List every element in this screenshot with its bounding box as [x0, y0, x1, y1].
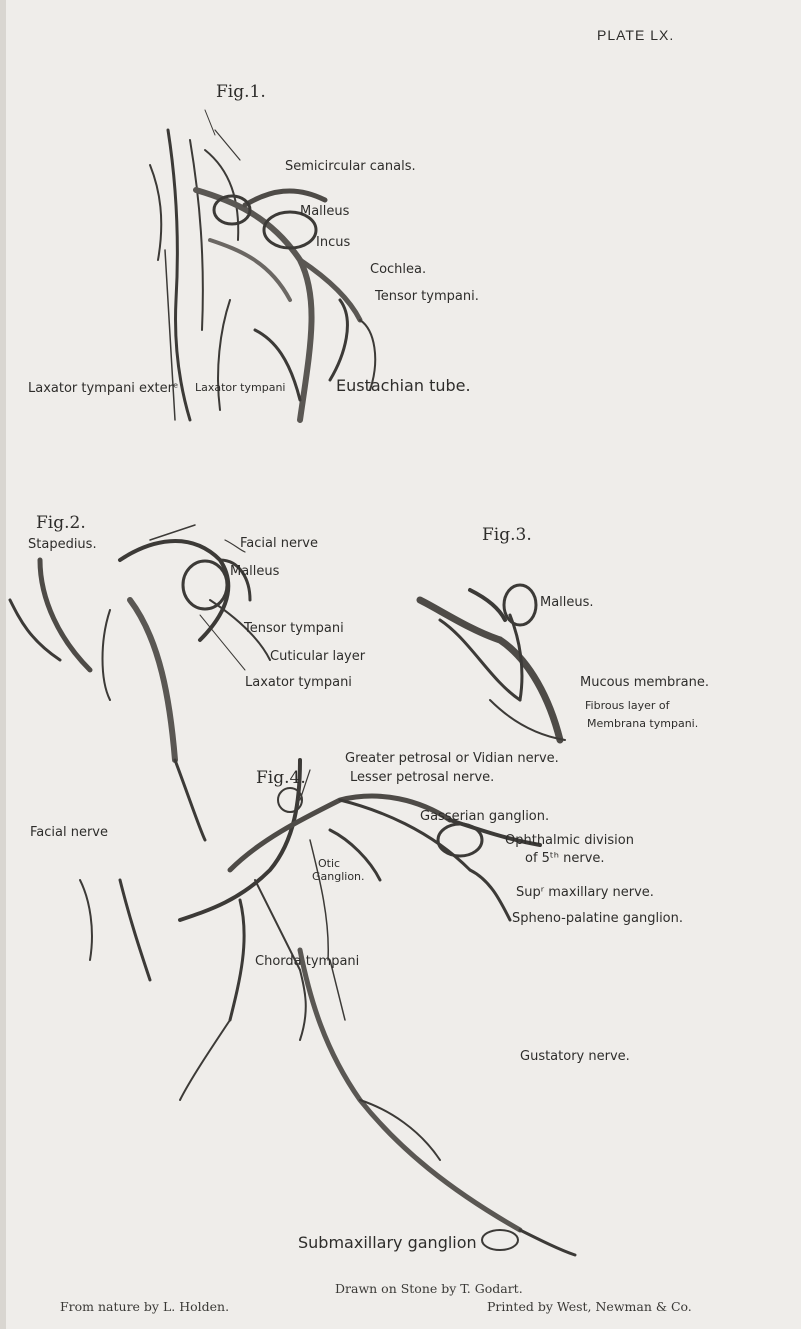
- credit-from-nature: From nature by L. Holden.: [60, 1299, 230, 1314]
- fig2-malleus-label: Malleus: [230, 564, 280, 579]
- fig3-malleus-label: Malleus.: [540, 595, 594, 610]
- fig4-spheno-palatine-ganglion-label: Spheno-palatine ganglion.: [512, 911, 683, 926]
- fig1-malleus-label: Malleus: [300, 204, 350, 219]
- fig1-tensor-tympani-label: Tensor tympani.: [375, 289, 479, 304]
- fig4-greater-petrosal-label: Greater petrosal or Vidian nerve.: [345, 751, 559, 766]
- fig1-label: Fig.1.: [216, 82, 266, 102]
- fig1-laxator-tympani-exter-label: Laxator tympani exterᵉ: [28, 381, 179, 396]
- fig1-eustachian-tube-label: Eustachian tube.: [336, 376, 471, 395]
- fig2-facial-nerve-label: Facial nerve: [240, 536, 318, 551]
- fig4-label: Fig.4.: [256, 768, 306, 788]
- fig4-drawing: [80, 760, 575, 1255]
- fig1-semicircular-canals-label: Semicircular canals.: [285, 159, 416, 174]
- fig4-facial-nerve-label: Facial nerve: [30, 825, 108, 840]
- fig1-incus-label: Incus: [316, 235, 351, 250]
- fig2-cuticular-layer-label: Cuticular layer: [270, 649, 366, 664]
- fig4-gasserian-ganglion-label: Gasserian ganglion.: [420, 809, 550, 824]
- credit-printed: Printed by West, Newman & Co.: [487, 1299, 692, 1314]
- fig4-chorda-tympani-label: Chorda tympani: [255, 954, 360, 969]
- fig2-laxator-tympani-label: Laxator tympani: [245, 675, 352, 690]
- fig1-cochlea-label: Cochlea.: [370, 262, 427, 277]
- fig4-otic-label: Otic: [318, 857, 341, 870]
- fig4-submaxillary-ganglion-label: Submaxillary ganglion: [298, 1233, 477, 1252]
- fig3-label: Fig.3.: [482, 525, 532, 545]
- fig3-mucous-membrane-label: Mucous membrane.: [580, 675, 709, 690]
- fig4-ophthalmic-division-label: Ophthalmic division: [505, 833, 634, 848]
- fig4-sup-maxillary-nerve-label: Supʳ maxillary nerve.: [516, 885, 654, 900]
- fig4-fifth-nerve-label: of 5ᵗʰ nerve.: [525, 851, 605, 866]
- fig3-fibrous-layer-label: Fibrous layer of: [585, 699, 670, 712]
- fig4-gustatory-nerve-label: Gustatory nerve.: [520, 1049, 630, 1064]
- fig3-membrana-tympani-label: Membrana tympani.: [587, 717, 699, 730]
- fig1-drawing: [150, 110, 375, 420]
- plate-title: PLATE LX.: [597, 27, 675, 43]
- fig2-stapedius-label: Stapedius.: [28, 537, 97, 552]
- fig1-laxator-tympani-label: Laxator tympani: [195, 381, 286, 394]
- fig4-otic-ganglion-label: Ganglion.: [312, 870, 365, 883]
- fig2-tensor-tympani-label: Tensor tympani: [244, 621, 344, 636]
- fig2-label: Fig.2.: [36, 513, 86, 533]
- fig4-lesser-petrosal-label: Lesser petrosal nerve.: [350, 770, 495, 785]
- credit-drawn: Drawn on Stone by T. Godart.: [335, 1281, 523, 1296]
